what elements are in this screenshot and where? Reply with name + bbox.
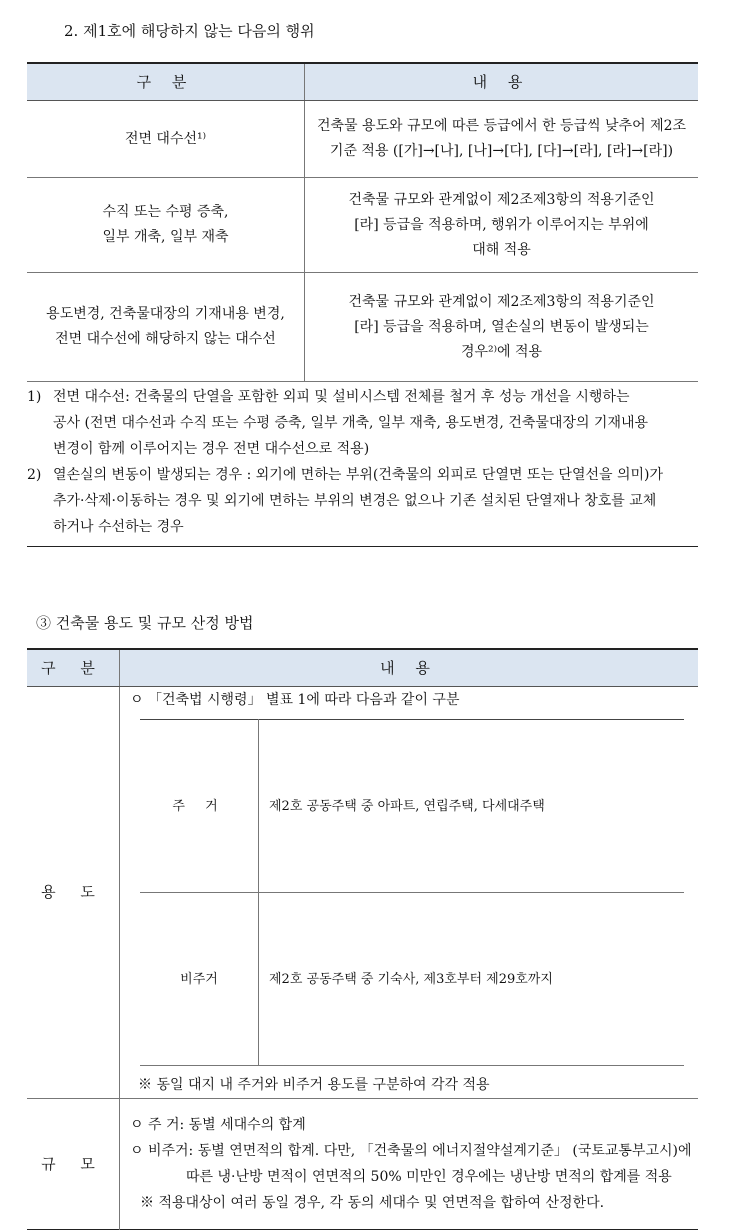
subtable-key: 비주거 (140, 893, 259, 1066)
footnote-line: 추가·삭제·이동하는 경우 및 외기에 면하는 부위의 변경은 없으나 기존 설치된 단열재나 창호를 교체 (53, 493, 657, 509)
subtable-value: 제2호 공동주택 중 아파트, 연립주택, 다세대주택 (259, 720, 685, 893)
row-content-line: 대해 적용 (472, 241, 531, 258)
scale-content (120, 1099, 699, 1230)
footnote-number: 2) (27, 467, 42, 483)
table-row-scale (27, 1099, 698, 1230)
subtable-value: 제2호 공동주택 중 기숙사, 제3호부터 제29호까지 (259, 893, 685, 1066)
table-row (27, 178, 698, 273)
footnote-number: 1) (27, 389, 42, 405)
scale-line: ㅇ 비주거: 동별 연면적의 합계. 다만, 「건축물의 에너지절약설계기준」 (국토교통부고시)에 (130, 1143, 692, 1159)
section-heading-3: ③ 건축물 용도 및 규모 산정 방법 (36, 614, 254, 632)
usage-intro: ㅇ 「건축법 시행령」 별표 1에 따라 다음과 같이 구분 (130, 692, 460, 708)
scale-line: 따른 냉·난방 면적이 연면적의 50% 미만인 경우에는 냉난방 면적의 합계를 적용 (186, 1169, 672, 1185)
scale-label: 규 모 (27, 1099, 120, 1230)
scale-line: ※ 적용대상이 여러 동일 경우, 각 동의 세대수 및 연면적을 합하여 산정한다. (140, 1195, 605, 1211)
row-content-line: 건축물 규모와 관계없이 제2조제3항의 적용기준인 (348, 293, 655, 310)
row-label-line: 수직 또는 수평 증축, (102, 204, 229, 220)
row-label (27, 273, 305, 382)
section-heading-2: 2. 제1호에 해당하지 않는 다음의 행위 (64, 22, 315, 40)
row-label-line: 일부 개축, 일부 재축 (102, 229, 229, 245)
row-content-line: 건축물 용도와 규모에 따른 등급에서 한 등급씩 낮추어 제2조 (316, 118, 687, 134)
row-content-line: 기준 적용 ([가]→[나], [나]→[다], [다]→[라], [라]→[라]) (329, 143, 674, 159)
row-content-line: [라] 등급을 적용하며, 열손실의 변동이 발생되는 (354, 318, 649, 335)
footnote-line: 전면 대수선: 건축물의 단열을 포함한 외피 및 설비시스템 전체를 철거 후 성능 개선을 시행하는 (53, 389, 630, 405)
row-content (305, 273, 699, 382)
header-category: 구 분 (27, 63, 305, 101)
header-category: 구 분 (27, 649, 120, 687)
row-label-line: 전면 대수선에 해당하지 않는 대수선 (55, 331, 276, 347)
row-content-line: 경우²⁾에 적용 (460, 343, 543, 360)
row-content (305, 178, 699, 273)
subtable-row (140, 893, 684, 1066)
footnote-line: 열손실의 변동이 발생되는 경우 : 외기에 면하는 부위(건축물의 외피로 단열면 또는 단열선을 의미)가 (53, 467, 664, 483)
row-label (27, 178, 305, 273)
footnote (27, 462, 698, 540)
table-row (27, 101, 698, 178)
usage-content (120, 687, 699, 1099)
usage-scale-table (27, 648, 698, 1230)
scale-line: ㅇ 주 거: 동별 세대수의 합계 (130, 1117, 306, 1133)
footnote (27, 384, 698, 462)
footnote-line: 공사 (전면 대수선과 수직 또는 수평 증축, 일부 개축, 일부 재축, 용도변경, 건축물대장의 기재내용 (53, 415, 649, 431)
application-table (27, 62, 698, 382)
usage-subtable (140, 719, 684, 1066)
usage-note: ※ 동일 대지 내 주거와 비주거 용도를 구분하여 각각 적용 (138, 1077, 490, 1093)
usage-label: 용 도 (27, 687, 120, 1099)
row-content (305, 101, 699, 178)
footnotes (27, 384, 698, 547)
row-label-line: 전면 대수선¹⁾ (124, 130, 207, 147)
row-label (27, 101, 305, 178)
row-content-line: [라] 등급을 적용하며, 행위가 이루어지는 부위에 (354, 216, 649, 233)
table-row-usage (27, 687, 698, 1099)
row-content-line: 건축물 규모와 관계없이 제2조제3항의 적용기준인 (348, 191, 655, 208)
subtable-key: 주 거 (140, 720, 259, 893)
header-content: 내 용 (305, 63, 699, 101)
subtable-row (140, 720, 684, 893)
footnote-line: 변경이 함께 이루어지는 경우 전면 대수선으로 적용) (53, 441, 370, 457)
table-row (27, 273, 698, 382)
header-content: 내 용 (120, 649, 699, 687)
footnote-line: 하거나 수선하는 경우 (53, 519, 184, 535)
row-label-line: 용도변경, 건축물대장의 기재내용 변경, (46, 306, 285, 322)
